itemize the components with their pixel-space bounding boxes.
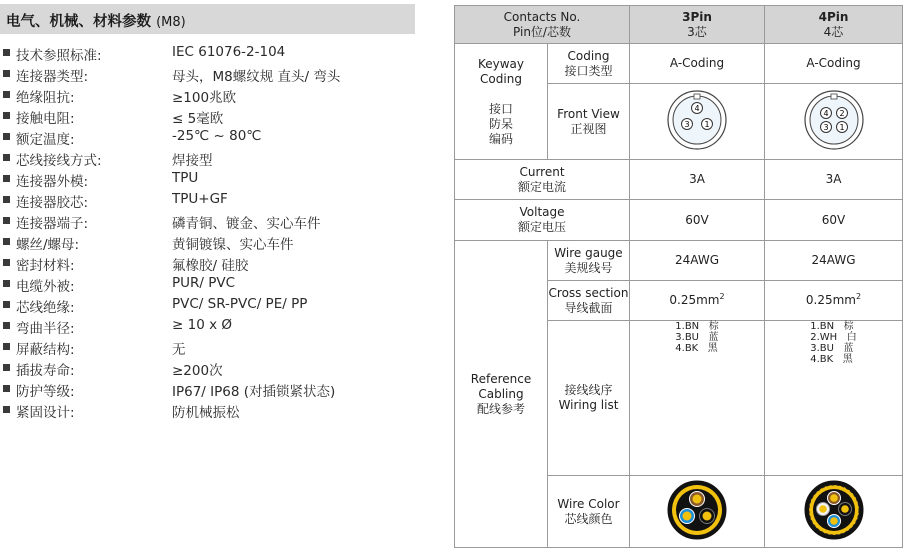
spec-row xyxy=(0,44,415,65)
wire-color-4pin-icon xyxy=(803,479,865,541)
spec-row xyxy=(0,65,415,86)
spec-value: 无 xyxy=(172,342,186,358)
spec-value: 防机械振松 xyxy=(172,405,240,421)
section-title-bar xyxy=(0,4,415,34)
spec-row xyxy=(0,107,415,128)
spec-value: 磷青铜、镀金、实心车件 xyxy=(172,216,321,232)
spec-row xyxy=(0,233,415,254)
spec-row xyxy=(0,149,415,170)
coding-3pin: A-Coding xyxy=(630,44,765,84)
wiring-list-4pin xyxy=(765,321,903,476)
current-label: Current 额定电流 xyxy=(455,160,630,200)
cross-section-3pin: $0.25mm^2$ xyxy=(630,281,765,321)
spec-value: ≤ 5毫欧 xyxy=(172,111,224,127)
voltage-row xyxy=(455,200,903,241)
voltage-3pin: 60V xyxy=(630,200,765,241)
svg-text:4: 4 xyxy=(694,103,700,113)
wire-color-3pin-icon xyxy=(666,479,728,541)
wiring-list-3pin-entries xyxy=(675,321,718,354)
spec-row xyxy=(0,212,415,233)
spec-label: 屏蔽结构: xyxy=(16,342,75,358)
spec-row xyxy=(0,338,415,359)
wire-color-4pin xyxy=(765,476,903,548)
spec-label: 接触电阻: xyxy=(16,111,75,127)
bullet-icon xyxy=(3,364,10,371)
wiring-list-3pin xyxy=(630,321,765,476)
front-view-3pin-icon xyxy=(665,88,729,152)
bullet-icon xyxy=(3,49,10,56)
section-title: 电气、机械、材料参数 (M8) xyxy=(6,14,186,30)
wire-color-label: Wire Color 芯线颜色 xyxy=(548,476,630,548)
bullet-icon xyxy=(3,385,10,392)
bullet-icon xyxy=(3,259,10,266)
voltage-4pin: 60V xyxy=(765,200,903,241)
coding-row xyxy=(455,44,903,84)
spec-value: IP67/ IP68 (对插锁紧状态) xyxy=(172,384,336,400)
spec-row xyxy=(0,254,415,275)
bullet-icon xyxy=(3,343,10,350)
svg-text:4: 4 xyxy=(822,108,829,118)
header-4pin: 4Pin 4芯 xyxy=(765,6,903,44)
bullet-icon xyxy=(3,301,10,308)
wire-gauge-label: Wire gauge 美规线号 xyxy=(548,241,630,281)
bullet-icon xyxy=(3,322,10,329)
coding-label: Coding 接口类型 xyxy=(548,44,630,84)
spec-value: PVC/ SR-PVC/ PE/ PP xyxy=(172,296,308,312)
spec-value: -25℃ ~ 80℃ xyxy=(172,128,262,144)
wiring-list-label: 接线线序 Wiring list xyxy=(548,321,630,476)
spec-label: 弯曲半径: xyxy=(16,321,75,337)
bullet-icon xyxy=(3,154,10,161)
spec-row xyxy=(0,170,415,191)
current-4pin: 3A xyxy=(765,160,903,200)
spec-row xyxy=(0,380,415,401)
wire-gauge-3pin: 24AWG xyxy=(630,241,765,281)
svg-text:2: 2 xyxy=(838,108,845,118)
spec-row xyxy=(0,191,415,212)
wire-gauge-4pin: 24AWG xyxy=(765,241,903,281)
svg-text:1: 1 xyxy=(704,119,710,129)
cross-section-label: Cross section 导线截面 xyxy=(548,281,630,321)
spec-list xyxy=(0,44,415,422)
spec-label: 密封材料: xyxy=(16,258,75,274)
spec-row xyxy=(0,359,415,380)
bullet-icon xyxy=(3,112,10,119)
svg-text:1: 1 xyxy=(838,122,845,132)
spec-label: 额定温度: xyxy=(16,132,75,148)
wiring-entry: 3.BU 蓝 xyxy=(810,343,854,354)
spec-value: 氟橡胶/ 硅胶 xyxy=(172,258,249,274)
spec-label: 连接器类型: xyxy=(16,69,89,85)
bullet-icon xyxy=(3,280,10,287)
spec-row xyxy=(0,317,415,338)
spec-value: ≥200次 xyxy=(172,363,223,379)
cross-section-4pin: $0.25mm^2$ xyxy=(765,281,903,321)
bullet-icon xyxy=(3,406,10,413)
spec-row xyxy=(0,275,415,296)
spec-value: 黄铜镀镍、实心车件 xyxy=(172,237,294,253)
spec-row xyxy=(0,401,415,422)
spec-label: 绝缘阻抗: xyxy=(16,90,75,106)
spec-label: 电缆外被: xyxy=(16,279,75,295)
spec-value: TPU+GF xyxy=(172,191,228,207)
spec-value: ≥100兆欧 xyxy=(172,90,237,106)
bullet-icon xyxy=(3,175,10,182)
wiring-entry: 2.WH 白 xyxy=(810,332,857,343)
coding-4pin: A-Coding xyxy=(765,44,903,84)
wiring-entry: 3.BU 蓝 xyxy=(675,332,719,343)
bullet-icon xyxy=(3,70,10,77)
svg-text:3: 3 xyxy=(684,119,690,129)
spec-value: ≥ 10 x Ø xyxy=(172,317,232,333)
voltage-label: Voltage 额定电压 xyxy=(455,200,630,241)
bullet-icon xyxy=(3,196,10,203)
header-3pin: 3Pin 3芯 xyxy=(630,6,765,44)
header-contacts: Contacts No. Pin位/芯数 xyxy=(455,6,630,44)
wire-color-3pin xyxy=(630,476,765,548)
front-view-4pin xyxy=(765,84,903,160)
spec-value: IEC 61076-2-104 xyxy=(172,44,286,60)
reference-cabling-label: Reference Cabling 配线参考 xyxy=(455,241,548,548)
spec-label: 插拔寿命: xyxy=(16,363,75,379)
spec-label: 连接器外模: xyxy=(16,174,89,190)
spec-row xyxy=(0,128,415,149)
spec-label: 螺丝/螺母: xyxy=(16,237,80,253)
spec-label: 连接器端子: xyxy=(16,216,89,232)
wiring-entry: 1.BN 棕 xyxy=(810,321,854,332)
bullet-icon xyxy=(3,133,10,140)
spec-label: 芯线绝缘: xyxy=(16,300,75,316)
bullet-icon xyxy=(3,238,10,245)
contacts-table xyxy=(454,5,903,548)
front-view-3pin xyxy=(630,84,765,160)
current-row xyxy=(455,160,903,200)
bullet-icon xyxy=(3,217,10,224)
spec-label: 连接器胶芯: xyxy=(16,195,89,211)
current-3pin: 3A xyxy=(630,160,765,200)
spec-label: 防护等级: xyxy=(16,384,75,400)
svg-text:3: 3 xyxy=(822,122,829,132)
spec-row xyxy=(0,296,415,317)
header-row xyxy=(455,6,903,44)
spec-label: 技术参照标准: xyxy=(16,48,102,64)
wiring-entry: 4.BK 黑 xyxy=(810,354,853,365)
wiring-entry: 4.BK 黑 xyxy=(675,343,718,354)
spec-value: 母头，M8螺纹规 直头/ 弯头 xyxy=(172,69,341,85)
wire-gauge-row xyxy=(455,241,903,281)
spec-value: 焊接型 xyxy=(172,153,213,169)
keyway-coding-label: Keyway Coding 接口 防呆 编码 xyxy=(455,44,548,160)
front-view-label: Front View 正视图 xyxy=(548,84,630,160)
wiring-entry: 1.BN 棕 xyxy=(675,321,719,332)
spec-label: 芯线接线方式: xyxy=(16,153,102,169)
wiring-list-4pin-entries xyxy=(810,321,856,365)
bullet-icon xyxy=(3,91,10,98)
spec-label: 紧固设计: xyxy=(16,405,75,421)
spec-value: PUR/ PVC xyxy=(172,275,236,291)
spec-row xyxy=(0,86,415,107)
front-view-4pin-icon xyxy=(802,88,866,152)
spec-value: TPU xyxy=(172,170,199,186)
